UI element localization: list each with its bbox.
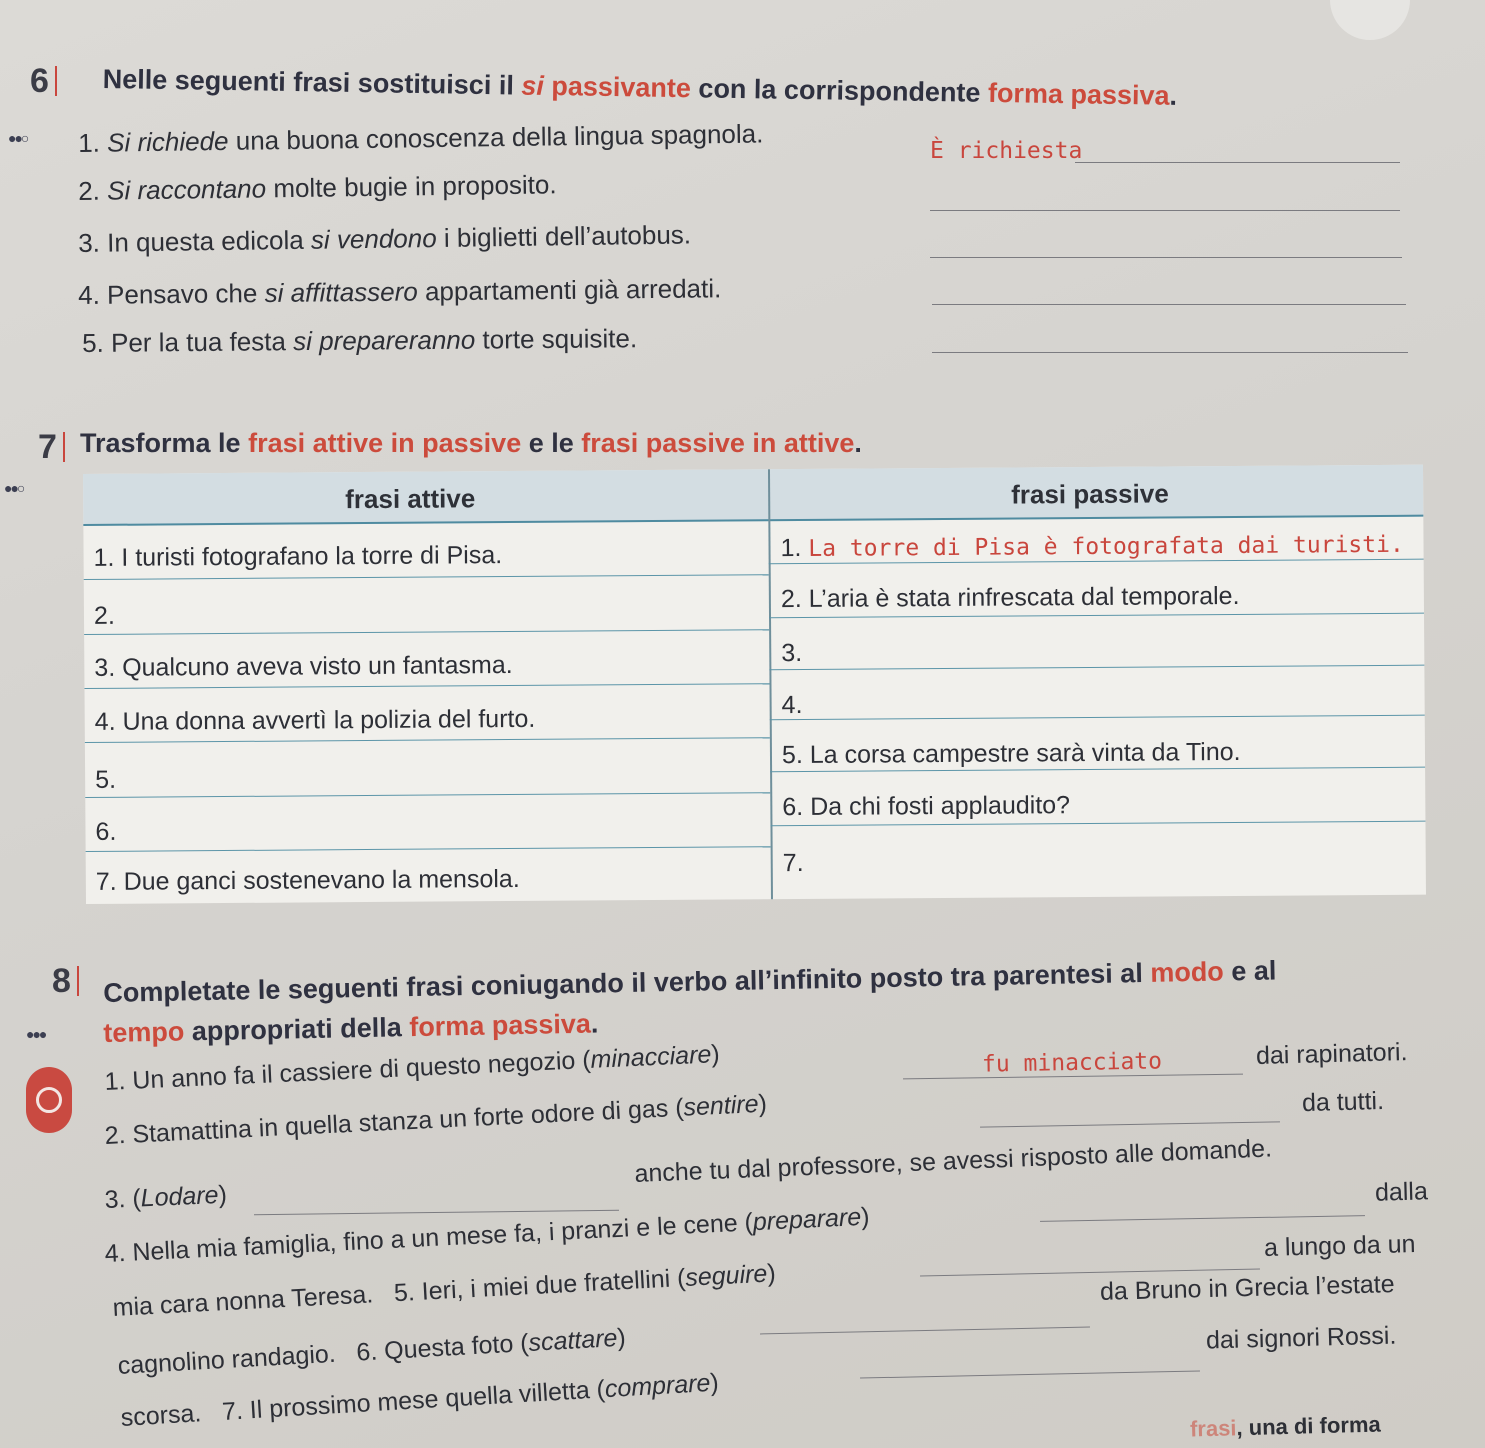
cell-active-5[interactable]: 5. [95,765,117,794]
difficulty-dots-icon: ●●○ [4,480,24,496]
ex6-item-4: 4. Pensavo che si affittassero appartamenti già arredati. [78,273,722,310]
table-header [83,465,1423,526]
next-exercise-fragment: frasi, una di forma [1189,1411,1382,1442]
cell-passive-6: 6. Da chi fosti applaudito? [782,791,1071,822]
exercise-8-heading-line2: tempo appropriati della forma passiva. [103,1008,599,1048]
exercise-7-number: 7 [38,428,57,466]
row-divider [84,629,769,635]
cell-active-7: 7. Due ganci sostenevano la mensola. [95,864,520,896]
ex8-continuation-1: dai rapinatori. [1255,1038,1408,1070]
column-header-active: frasi attive [345,483,476,515]
row-divider [770,715,1425,721]
exercise-8-number: 8 [52,962,71,1000]
ex8-answer-1: fu minacciato [981,1048,1163,1078]
ex8-sentence-3: 3. (Lodare) [104,1180,228,1214]
cell-active-4: 4. Una donna avvertì la polizia del furto. [94,704,536,736]
ex8-continuation-7: dai signori Rossi. [1205,1321,1397,1355]
row-divider [769,665,1424,671]
ex8-sentence-6: cagnolino randagio. 6. Questa foto (scattare) [117,1323,627,1380]
ex8-blank-3[interactable] [254,1210,619,1215]
ex6-item-3: 3. In questa edicola si vendono i biglietti dell’autobus. [78,219,692,258]
exercise-7-heading: Trasforma le frasi attive in passive e le frasi passive in attive. [80,428,862,458]
row-divider [85,737,770,743]
column-header-passive: frasi passive [1011,478,1169,510]
cell-passive-7[interactable]: 7. [782,848,804,878]
cell-passive-5: 5. La corsa campestre sarà vinta da Tino. [781,737,1241,770]
row-divider [85,792,770,798]
ex8-sentence-4: 4. Nella mia famiglia, fino a un mese fa, i pranzi e le cene (preparare) [104,1202,871,1268]
exercise-8-heading-line1: Completate le seguenti frasi coniugando il verbo all’infinito posto tra parentesi al modo e al [103,955,1277,1008]
self-check-icon [26,1067,72,1133]
cell-passive-4[interactable]: 4. [781,690,803,720]
cell-passive-1: 1. La torre di Pisa è fotografata dai turisti. [780,531,1404,563]
ex8-continuation-6: da Bruno in Grecia l’estate [1099,1270,1395,1306]
exercise-6-number: 6 [30,62,49,100]
ex6-item-5: 5. Per la tua festa si prepareranno torte squisite. [82,323,638,358]
ex8-continuation-4: dalla [1374,1177,1429,1207]
decorative-circle [1330,0,1410,40]
ex8-sentence-7: scorsa. 7. Il prossimo mese quella villetta (comprare) [120,1368,720,1432]
ex8-blank-4[interactable] [1040,1215,1365,1222]
cell-active-3: 3. Qualcuno aveva visto un fantasma. [94,651,513,682]
ex6-item-1: 1. Si richiede una buona conoscenza della lingua spagnola. [78,118,764,158]
ex6-blank-1[interactable] [1075,162,1400,163]
cell-passive-2: 2. L’aria è stata rinfrescata dal temporale. [780,581,1240,614]
row-divider [84,574,769,580]
ex6-blank-2[interactable] [930,210,1400,211]
ex8-blank-2[interactable] [980,1121,1280,1127]
ex8-sentence-2: 2. Stamattina in quella stanza un forte odore di gas (sentire) [104,1089,768,1150]
difficulty-dots-icon: ●●○ [8,130,28,146]
ex6-blank-4[interactable] [932,304,1406,305]
ex6-item-2: 2. Si raccontano molte bugie in proposito. [78,169,557,206]
ex8-sentence-1: 1. Un anno fa il cassiere di questo negozio (minacciare) [104,1040,721,1096]
exercise-6-heading: Nelle seguenti frasi sostituisci il si passivante con la corrispondente forma passiva. [102,64,1178,111]
cell-passive-3[interactable]: 3. [781,638,803,668]
row-divider [86,846,771,852]
ex8-blank-7[interactable] [860,1370,1200,1378]
ex8-continuation-5: a lungo da un [1263,1230,1416,1262]
ex8-continuation-3: anche tu dal professore, se avessi risposto alle domande. [634,1134,1273,1188]
ex8-continuation-2: da tutti. [1301,1086,1385,1118]
ex6-blank-5[interactable] [932,352,1408,353]
cell-active-1: 1. I turisti fotografano la torre di Pisa. [93,541,503,572]
ex8-sentence-5: mia cara nonna Teresa. 5. Ieri, i miei due fratellini (seguire) [112,1259,777,1322]
cell-active-6[interactable]: 6. [95,817,117,846]
cell-active-2[interactable]: 2. [93,601,115,630]
ex6-blank-3[interactable] [930,257,1402,258]
transform-table [83,465,1426,904]
ex6-answer-1: È richiesta [930,138,1083,164]
difficulty-dots-icon: ●●● [26,1026,46,1042]
ex8-blank-6[interactable] [760,1327,1090,1335]
row-divider [84,683,769,689]
